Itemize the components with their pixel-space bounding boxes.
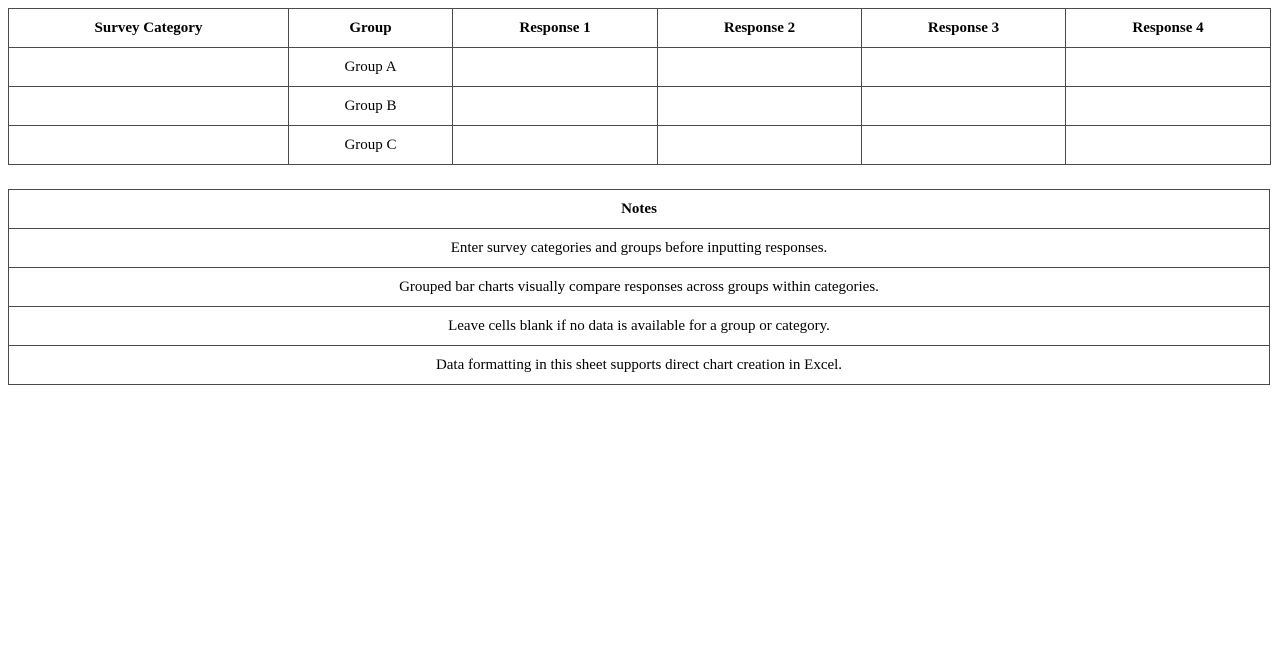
- cell-response-3[interactable]: [862, 87, 1066, 126]
- list-item: [9, 229, 1270, 268]
- cell-survey-category[interactable]: [9, 48, 289, 87]
- note-text[interactable]: Enter survey categories and groups before inputting responses.: [9, 229, 1270, 268]
- header-notes: Notes: [9, 190, 1270, 229]
- cell-response-1[interactable]: [453, 87, 658, 126]
- list-item: [9, 307, 1270, 346]
- cell-response-4[interactable]: [1066, 126, 1271, 165]
- cell-survey-category[interactable]: [9, 126, 289, 165]
- survey-header-row: [9, 9, 1271, 48]
- header-survey-category: Survey Category: [9, 9, 289, 48]
- cell-response-2[interactable]: [658, 48, 862, 87]
- cell-response-1[interactable]: [453, 126, 658, 165]
- note-text[interactable]: Grouped bar charts visually compare responses across groups within categories.: [9, 268, 1270, 307]
- cell-response-2[interactable]: [658, 87, 862, 126]
- cell-response-4[interactable]: [1066, 48, 1271, 87]
- table-row: [9, 126, 1271, 165]
- cell-response-4[interactable]: [1066, 87, 1271, 126]
- survey-table: [8, 8, 1271, 165]
- cell-response-2[interactable]: [658, 126, 862, 165]
- header-response-4: Response 4: [1066, 9, 1271, 48]
- header-response-2: Response 2: [658, 9, 862, 48]
- cell-group[interactable]: Group A: [289, 48, 453, 87]
- cell-response-1[interactable]: [453, 48, 658, 87]
- list-item: [9, 346, 1270, 385]
- notes-header-row: [9, 190, 1270, 229]
- table-row: [9, 87, 1271, 126]
- note-text[interactable]: Leave cells blank if no data is available for a group or category.: [9, 307, 1270, 346]
- cell-group[interactable]: Group B: [289, 87, 453, 126]
- list-item: [9, 268, 1270, 307]
- cell-response-3[interactable]: [862, 126, 1066, 165]
- cell-group[interactable]: Group C: [289, 126, 453, 165]
- notes-table: [8, 189, 1270, 385]
- cell-response-3[interactable]: [862, 48, 1066, 87]
- table-row: [9, 48, 1271, 87]
- header-response-3: Response 3: [862, 9, 1066, 48]
- header-group: Group: [289, 9, 453, 48]
- note-text[interactable]: Data formatting in this sheet supports direct chart creation in Excel.: [9, 346, 1270, 385]
- header-response-1: Response 1: [453, 9, 658, 48]
- cell-survey-category[interactable]: [9, 87, 289, 126]
- sheet-content: [8, 8, 1270, 385]
